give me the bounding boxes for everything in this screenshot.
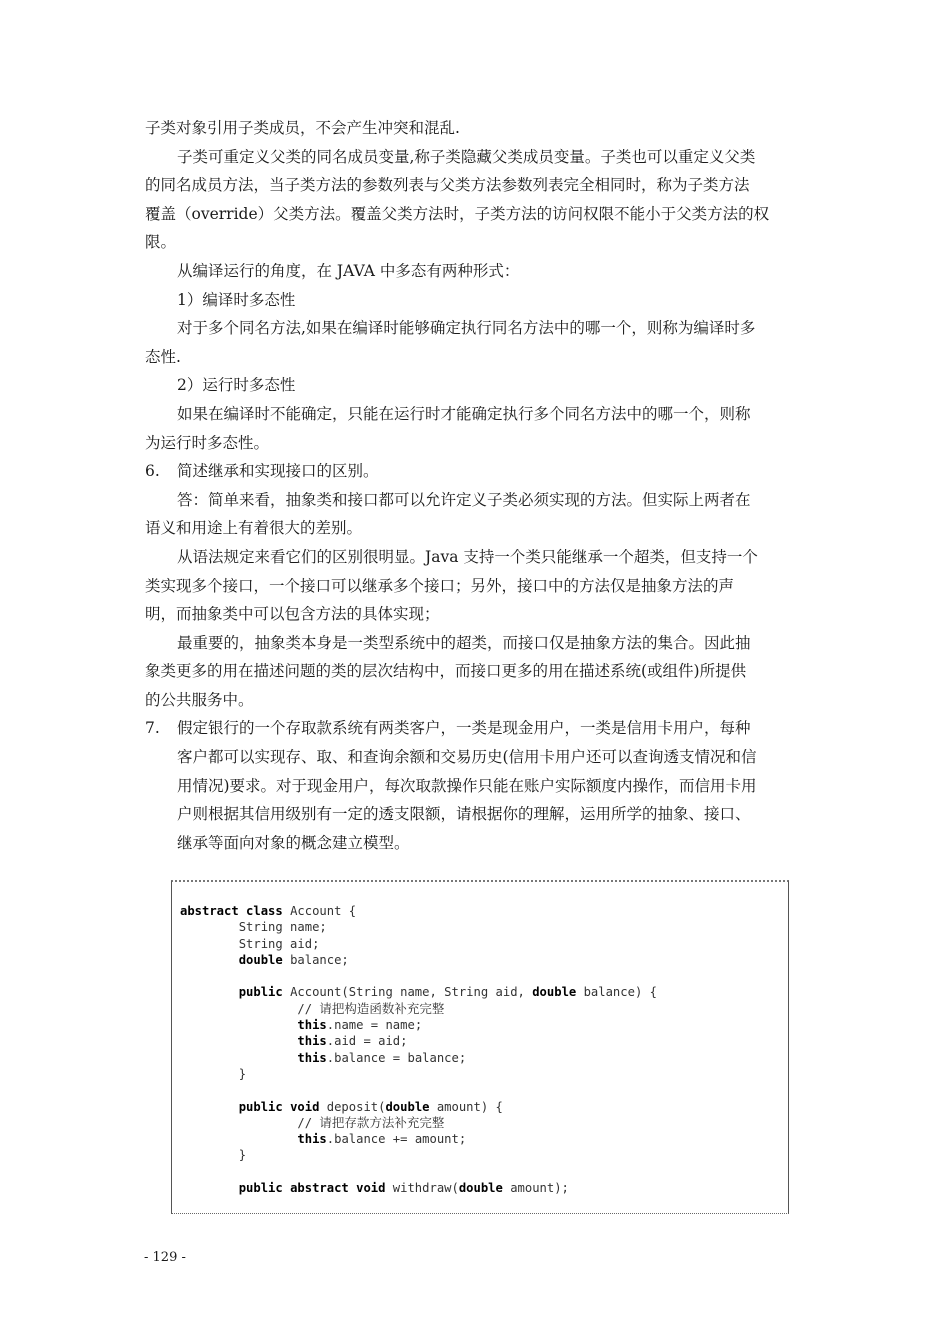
body-text [145,114,809,857]
text-line: 从编译运行的角度，在 JAVA 中多态有两种形式： [177,261,520,280]
code-keyword: this [297,1034,327,1049]
code-token: balance) { [576,985,657,1000]
numbered-question [145,714,809,743]
code-token: amount); [502,1181,569,1196]
code-line [180,1131,780,1147]
code-token: .balance += amount; [326,1132,467,1147]
code-line [180,1147,780,1163]
code-token: .aid = aid; [326,1034,408,1049]
text-line: 户则根据其信用级别有一定的透支限额，请根据你的理解，运用所学的抽象、接口、 [177,805,751,824]
code-keyword: double [458,1181,503,1196]
code-token: } [180,1066,247,1081]
code-token [180,1100,239,1114]
text-line: 子类对象引用子类成员，不会产生冲突和混乱. [145,119,460,137]
code-comment: 请把存款方法补充完整 [319,1114,445,1130]
code-keyword: abstract class [180,904,283,918]
code-line [180,1001,780,1017]
text-line: 的公共服务中。 [145,690,254,709]
code-token [180,1181,239,1195]
code-keyword: this [297,1018,327,1033]
text-line: 用情况)要求。对于现金用户，每次取款操作只能在账户实际额度内操作，而信用卡用 [177,776,757,795]
code-token: withdraw( [385,1181,459,1196]
code-keyword: public void [238,1099,320,1114]
code-line [180,984,780,1000]
code-token [180,1018,297,1032]
text-line: 子类可重定义父类的同名成员变量,称子类隐藏父类成员变量。子类也可以重定义父类 [177,147,756,166]
code-keyword: this [297,1050,327,1065]
text-line: 最重要的，抽象类本身是一类型系统中的超类，而接口仅是抽象方法的集合。因此抽 [177,633,751,652]
text-line: 明，而抽象类中可以包含方法的具体实现； [145,605,440,624]
code-token: Account(String name, String aid, [282,985,533,1000]
code-token: Account { [282,904,357,918]
text-line: 从语法规定来看它们的区别很明显。Java 支持一个类只能继承一个超类，但支持一个 [177,547,758,566]
text-line: 为运行时多态性。 [145,433,270,452]
code-line [180,1180,780,1196]
text-line: 对于多个同名方法,如果在编译时能够确定执行同名方法中的哪一个，则称为编译时多 [177,319,756,338]
text-line: 1）编译时多态性 [177,290,296,309]
code-line [180,1099,780,1115]
code-keyword: public [238,985,283,1000]
code-token: deposit( [319,1099,386,1114]
code-token: .name = name; [326,1018,423,1033]
text-line: 2）运行时多态性 [177,376,296,395]
code-listing [180,903,780,1196]
code-token [180,1132,297,1146]
text-line: 语义和用途上有着很大的差别。 [145,519,363,538]
code-line [180,968,780,984]
text-line: 类实现多个接口，一个接口可以继承多个接口；另外，接口中的方法仅是抽象方法的声 [145,576,735,595]
code-line [180,903,780,919]
code-token: String name; [180,920,327,935]
code-token: amount) { [429,1099,503,1114]
text-line: 覆盖（override）父类方法。覆盖父类方法时，子类方法的访问权限不能小于父类方法的权 [145,204,770,223]
question-text: 简述继承和实现接口的区别。 [177,462,379,481]
code-token: // [180,1115,320,1130]
numbered-question [145,457,809,486]
code-keyword: double [238,952,283,967]
code-line [180,1017,780,1033]
code-token: } [180,1148,247,1163]
question-number: 6. [145,462,160,481]
text-line: 继承等面向对象的概念建立模型。 [177,833,410,852]
text-line: 限。 [145,233,177,252]
text-line: 答：简单来看，抽象类和接口都可以允许定义子类必须实现的方法。但实际上两者在 [177,490,751,509]
code-token: String aid; [180,936,320,951]
question-text: 假定银行的一个存取款系统有两类客户，一类是现金用户，一类是信用卡用户，每种 [177,719,751,738]
code-token [180,985,239,999]
code-line [180,1050,780,1066]
code-token: balance; [282,952,349,967]
code-keyword: double [385,1099,430,1114]
code-token: // [180,1001,320,1016]
question-number: 7. [145,719,160,738]
code-line [180,936,780,952]
code-token [180,1051,297,1065]
page-number: - 129 - [144,1250,186,1265]
code-comment: 请把构造函数补充完整 [319,1000,445,1016]
code-token [180,1034,297,1048]
code-line [180,952,780,968]
code-line [180,1066,780,1082]
code-line [180,1164,780,1180]
code-keyword: this [297,1132,327,1147]
text-line: 如果在编译时不能确定，只能在运行时才能确定执行多个同名方法中的哪一个，则称 [177,404,751,423]
text-line: 象类更多的用在描述问题的类的层次结构中，而接口更多的用在描述系统(或组件)所提供 [145,662,747,681]
code-line [180,1115,780,1131]
text-line: 客户都可以实现存、取、和查询余额和交易历史(信用卡用户还可以查询透支情况和信 [177,748,757,767]
text-line: 的同名成员方法，当子类方法的参数列表与父类方法参数列表完全相同时，称为子类方法 [145,176,750,195]
text-line: 态性. [145,347,181,366]
code-token: .balance = balance; [326,1050,467,1065]
code-line [180,919,780,935]
code-token [180,953,239,967]
code-line [180,1033,780,1049]
code-keyword: public abstract void [238,1181,386,1196]
code-keyword: double [532,985,577,1000]
code-line [180,1082,780,1098]
